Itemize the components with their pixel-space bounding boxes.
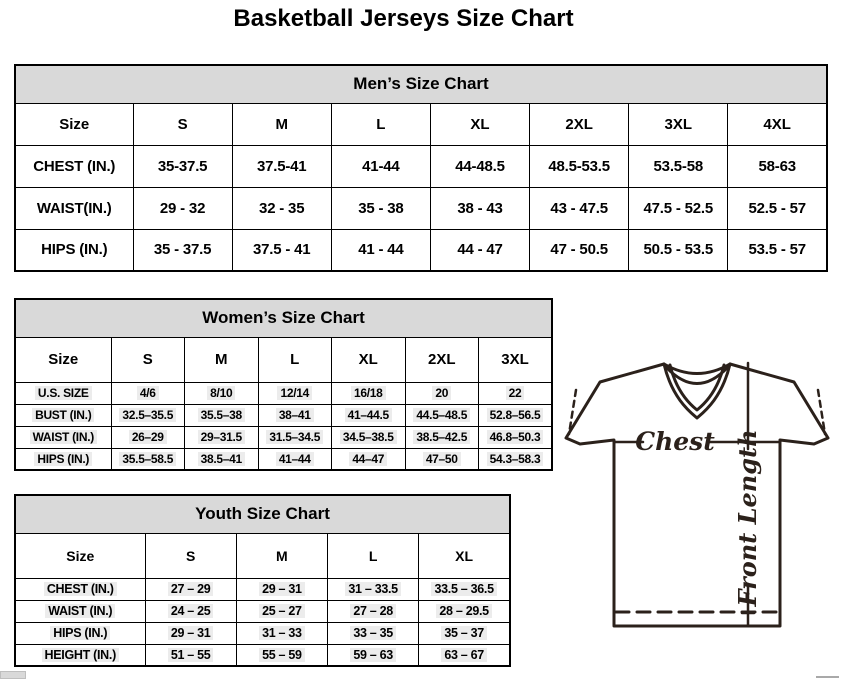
column-header: Size [15,533,145,578]
value-cell: 31 – 33 [236,622,327,644]
table-row [15,622,510,644]
table-row [15,299,552,337]
column-header: 3XL [479,337,553,382]
value-cell: 51 – 55 [145,644,236,666]
value-cell: 31.5–34.5 [258,426,332,448]
youth-size-chart-section [14,494,511,667]
value-cell: 28 – 29.5 [419,600,510,622]
column-header: L [258,337,332,382]
value-cell: 16/18 [332,382,406,404]
table-row [15,187,827,229]
row-label: BUST (IN.) [15,404,111,426]
value-cell: 35 – 37 [419,622,510,644]
bottom-left-edge-artifact [0,671,26,679]
value-cell: 50.5 - 53.5 [629,229,728,271]
row-label: WAIST(IN.) [15,187,133,229]
value-cell: 58-63 [728,145,827,187]
value-cell: 29 - 32 [133,187,232,229]
column-header: Size [15,103,133,145]
value-cell: 38.5–42.5 [405,426,479,448]
womens-size-table [14,298,553,471]
column-header: L [328,533,419,578]
value-cell: 44-48.5 [430,145,529,187]
value-cell: 38 - 43 [430,187,529,229]
value-cell: 54.3–58.3 [479,448,553,470]
table-row [15,404,552,426]
value-cell: 43 - 47.5 [530,187,629,229]
mens-size-chart-section [14,64,828,272]
row-label: HIPS (IN.) [15,229,133,271]
value-cell: 47–50 [405,448,479,470]
row-label: CHEST (IN.) [15,578,145,600]
row-label: HIPS (IN.) [15,448,111,470]
value-cell: 27 – 28 [328,600,419,622]
value-cell: 29 – 31 [236,578,327,600]
table-row [15,337,552,382]
row-label: WAIST (IN.) [15,426,111,448]
column-header: S [145,533,236,578]
value-cell: 35 - 37.5 [133,229,232,271]
value-cell: 41–44.5 [332,404,406,426]
value-cell: 35-37.5 [133,145,232,187]
column-header: S [133,103,232,145]
table-row [15,382,552,404]
value-cell: 52.8–56.5 [479,404,553,426]
bottom-right-edge-artifact [816,676,839,678]
chest-label: Chest [635,427,715,456]
column-header: XL [430,103,529,145]
column-header: M [232,103,331,145]
womens-size-chart-section [14,298,553,471]
value-cell: 29–31.5 [185,426,259,448]
table-row [15,65,827,103]
value-cell: 37.5-41 [232,145,331,187]
value-cell: 33 – 35 [328,622,419,644]
table-row [15,426,552,448]
jersey-outline-icon [552,350,842,642]
front-length-label: Front Length [733,429,762,607]
value-cell: 32 - 35 [232,187,331,229]
value-cell: 55 – 59 [236,644,327,666]
value-cell: 44 - 47 [430,229,529,271]
value-cell: 41 - 44 [331,229,430,271]
table-row [15,644,510,666]
value-cell: 4/6 [111,382,185,404]
value-cell: 41-44 [331,145,430,187]
value-cell: 52.5 - 57 [728,187,827,229]
row-label: CHEST (IN.) [15,145,133,187]
column-header: XL [332,337,406,382]
value-cell: 33.5 – 36.5 [419,578,510,600]
page-title: Basketball Jerseys Size Chart [233,5,574,32]
value-cell: 38–41 [258,404,332,426]
table-row [15,578,510,600]
value-cell: 8/10 [185,382,259,404]
value-cell: 31 – 33.5 [328,578,419,600]
table-row [15,448,552,470]
value-cell: 20 [405,382,479,404]
value-cell: 63 – 67 [419,644,510,666]
value-cell: 53.5 - 57 [728,229,827,271]
table-row [15,495,510,533]
value-cell: 47.5 - 52.5 [629,187,728,229]
womens-table-title: Women’s Size Chart [15,299,552,337]
value-cell: 35.5–38 [185,404,259,426]
column-header: 4XL [728,103,827,145]
value-cell: 24 – 25 [145,600,236,622]
table-row [15,533,510,578]
value-cell: 26–29 [111,426,185,448]
column-header: L [331,103,430,145]
table-row [15,103,827,145]
column-header: Size [15,337,111,382]
table-row [15,229,827,271]
column-header: 3XL [629,103,728,145]
value-cell: 12/14 [258,382,332,404]
table-row [15,145,827,187]
value-cell: 53.5-58 [629,145,728,187]
row-label: HIPS (IN.) [15,622,145,644]
value-cell: 44–47 [332,448,406,470]
youth-size-table [14,494,511,667]
row-label: HEIGHT (IN.) [15,644,145,666]
value-cell: 46.8–50.3 [479,426,553,448]
value-cell: 44.5–48.5 [405,404,479,426]
row-label: U.S. SIZE [15,382,111,404]
column-header: 2XL [405,337,479,382]
jersey-measurement-diagram [552,350,842,642]
value-cell: 34.5–38.5 [332,426,406,448]
row-label: WAIST (IN.) [15,600,145,622]
column-header: M [236,533,327,578]
value-cell: 38.5–41 [185,448,259,470]
value-cell: 59 – 63 [328,644,419,666]
value-cell: 25 – 27 [236,600,327,622]
value-cell: 35.5–58.5 [111,448,185,470]
column-header: M [185,337,259,382]
youth-table-title: Youth Size Chart [15,495,510,533]
value-cell: 32.5–35.5 [111,404,185,426]
value-cell: 29 – 31 [145,622,236,644]
column-header: S [111,337,185,382]
table-row [15,600,510,622]
mens-table-title: Men’s Size Chart [15,65,827,103]
value-cell: 48.5-53.5 [530,145,629,187]
value-cell: 41–44 [258,448,332,470]
value-cell: 35 - 38 [331,187,430,229]
value-cell: 47 - 50.5 [530,229,629,271]
column-header: 2XL [530,103,629,145]
value-cell: 22 [479,382,553,404]
value-cell: 27 – 29 [145,578,236,600]
column-header: XL [419,533,510,578]
mens-size-table [14,64,828,272]
value-cell: 37.5 - 41 [232,229,331,271]
